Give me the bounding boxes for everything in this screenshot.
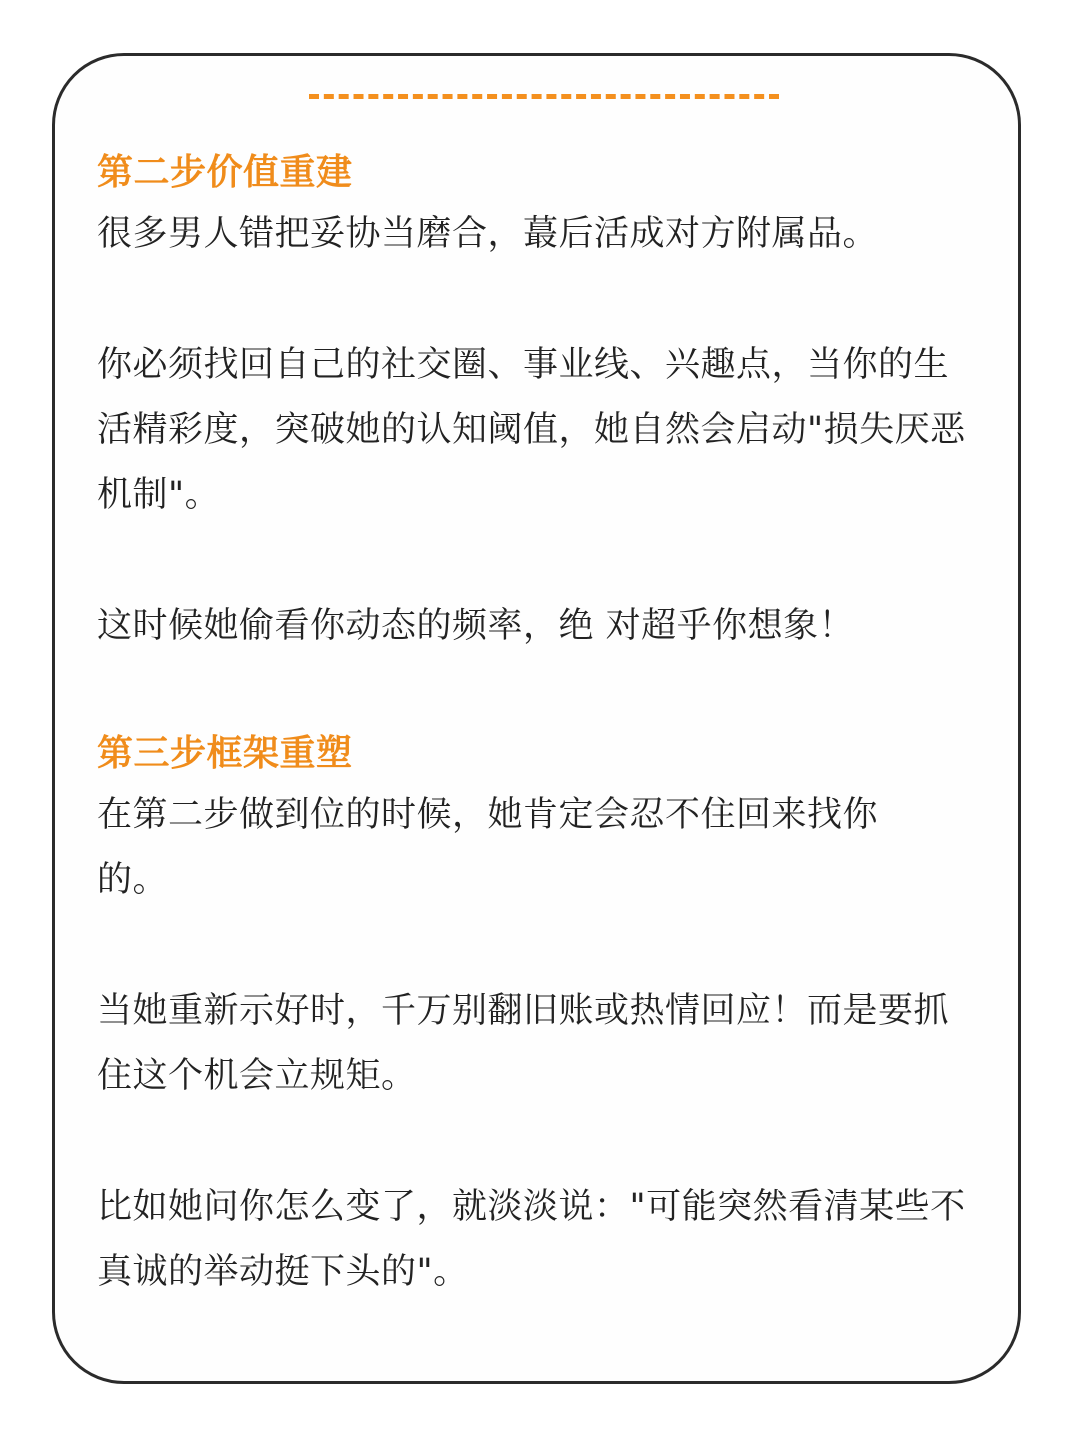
paragraph: 比如她问你怎么变了，就淡淡说："可能突然看清某些不真诚的举动挺下头的"。 [97, 1187, 966, 1292]
content-card [52, 53, 1021, 1384]
dashed-divider [309, 94, 779, 99]
article-body [97, 144, 997, 1305]
paragraph: 很多男人错把妥协当磨合，蕞后活成对方附属品。 [97, 214, 879, 254]
paragraph: 当她重新示好时，千万别翻旧账或热情回应！而是要抓住这个机会立规矩。 [97, 991, 950, 1096]
section-heading-value-rebuild: 第二步价值重建 [97, 152, 353, 193]
paragraph: 这时候她偷看你动态的频率，绝 对超乎你想象！ [97, 606, 855, 646]
section-heading-frame-reshape: 第三步框架重塑 [97, 733, 353, 774]
paragraph: 在第二步做到位的时候，她肯定会忍不住回来找你的。 [97, 795, 879, 900]
paragraph: 你必须找回自己的社交圈、事业线、兴趣点，当你的生活精彩度，突破她的认知阈值，她自然会启动"损失厌恶机制"。 [97, 345, 966, 515]
